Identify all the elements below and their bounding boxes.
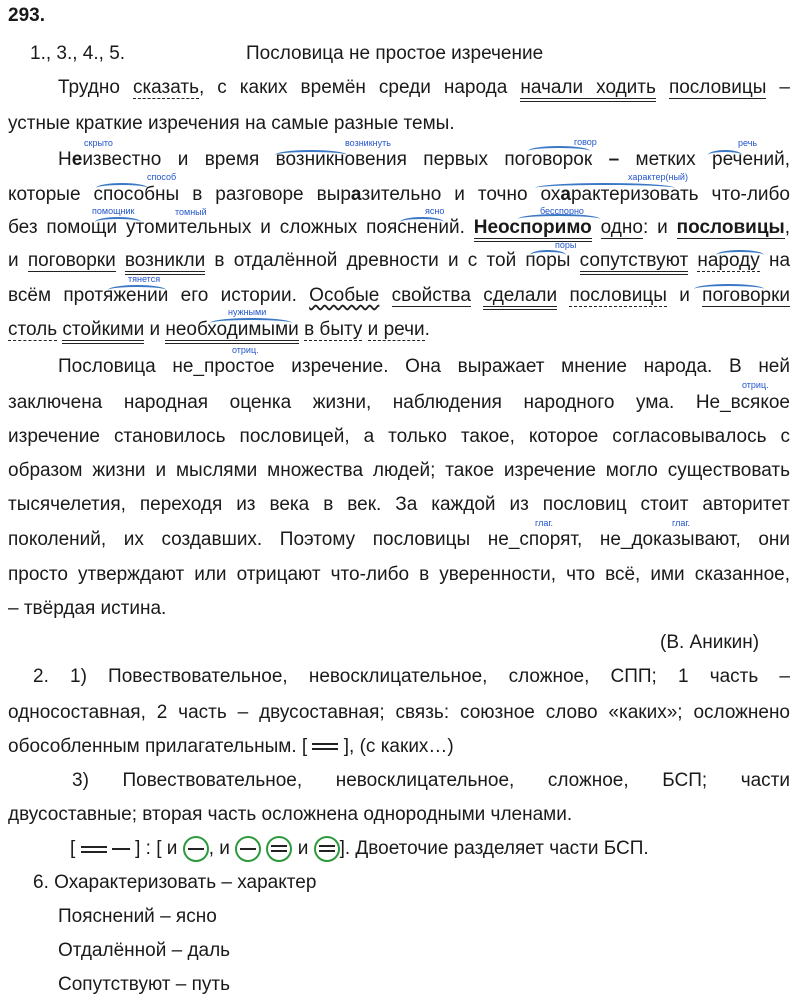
- annotation-sposob: способ: [147, 172, 177, 182]
- p3-line1: Пословица не_простое изречение. Она выражает мнение народа. В ней: [58, 356, 790, 377]
- task1-items: 1., 3., 4., 5.: [30, 43, 126, 64]
- task2-line3: обособленным прилагательным. [ ], (с каких…): [8, 736, 454, 757]
- annotation-rech: речь: [738, 138, 758, 148]
- annotation-glag-2: глаг.: [672, 518, 691, 528]
- annotation-nuzhnymi: нужными: [228, 307, 267, 317]
- homogeneous-circle: [314, 836, 340, 862]
- task6-item: Сопутствуют – путь: [58, 974, 230, 995]
- text-title: Пословица не простое изречение: [246, 43, 544, 64]
- annotation-pomoshchnik: помощник: [92, 206, 135, 216]
- annotation-govor: говор: [574, 137, 597, 147]
- author: (В. Аникин): [660, 632, 760, 653]
- homogeneous-circle: [183, 836, 209, 862]
- predicate-scheme: [81, 846, 107, 853]
- annotation-vozniknut: возникнуть: [345, 138, 391, 148]
- subject-scheme: [112, 848, 130, 850]
- p2-line1: Неизвестно и время возникновения первых поговорок – метких речений,: [58, 149, 791, 170]
- p3-line4: образом жизни и мыслями множества людей; такое изречение могло существовать: [8, 460, 790, 481]
- p2-line6: столь стойкими и необходимыми в быту и речи.: [8, 318, 430, 342]
- annotation-pory: пóры: [555, 240, 577, 250]
- task3-line1: 3) Повествовательное, невосклицательное, сложное, БСП; части: [72, 770, 790, 791]
- p2-line4: и поговорки возникли в отдалённой древности и с той поры сопутствуют народу на: [8, 249, 790, 273]
- predicate-scheme: [312, 743, 338, 750]
- task6-item: Пояснений – ясно: [58, 906, 217, 927]
- annotation-otric-2: отриц.: [742, 380, 769, 390]
- p3-line7: просто утверждают или отрицают что-либо в уверенности, что всё, ими сказанное,: [8, 564, 790, 585]
- p1-line2: устные краткие изречения на самые разные темы.: [8, 113, 455, 134]
- p2-line5: всём протяжении его истории. Особые свойства сделали пословицы и поговорки: [8, 284, 790, 308]
- task3-line2: двусоставные; вторая часть осложнена однородными членами.: [8, 804, 573, 825]
- p3-line8: – твёрдая истина.: [8, 598, 167, 619]
- task6-item: Отдалённой – даль: [58, 940, 231, 961]
- annotation-tyanetsya: тянется: [128, 274, 161, 284]
- p2-line2: которые способны в разговоре выразительно и точно охарактеризовать что-либо: [8, 184, 790, 205]
- annotation-otric-1: отриц.: [232, 345, 259, 355]
- annotation-tomny: томный: [175, 207, 207, 217]
- task2-line1: 2. 1) Повествовательное, невосклицательное, сложное, СПП; 1 часть –: [33, 666, 790, 687]
- annotation-yasno: ясно: [425, 206, 445, 216]
- p1-line1: Трудно сказать, с каких времён среди народа начали ходить пословицы –: [58, 76, 790, 100]
- p3-line5: тысячелетия, переходя из века в век. За каждой из пословиц стоит авторитет: [8, 494, 790, 515]
- annotation-besspor: бесспорно: [540, 206, 584, 216]
- homogeneous-circle: [235, 836, 261, 862]
- annotation-glag-1: глаг.: [535, 518, 554, 528]
- task2-line2: односоставная, 2 часть – двусоставная; связь: союзное слово «каких»; осложнено: [8, 702, 790, 723]
- task6-title: 6. Охарактеризовать – характер: [33, 872, 317, 893]
- p3-line2: заключена народная оценка жизни, наблюдения народного ума. Не_всякое: [8, 392, 790, 413]
- p2-line3: без помощи утомительных и сложных пояснений. Неоспоримо одно: и пословицы,: [8, 216, 790, 240]
- exercise-number: 293.: [8, 5, 45, 26]
- homogeneous-circle: [266, 836, 292, 862]
- p3-line3: изречение становилось пословицей, а только такое, которое согласовывалось с: [8, 426, 790, 447]
- annotation-skryto: скрыто: [84, 138, 113, 148]
- sentence-scheme: [ ] : [ и , и и ]. Двоеточие разделяет части БСП.: [70, 836, 649, 862]
- annotation-harakter: характер(ный): [628, 172, 688, 182]
- p3-line6: поколений, их создавших. Поэтому пословицы не_спорят, не_доказывают, они: [8, 529, 790, 550]
